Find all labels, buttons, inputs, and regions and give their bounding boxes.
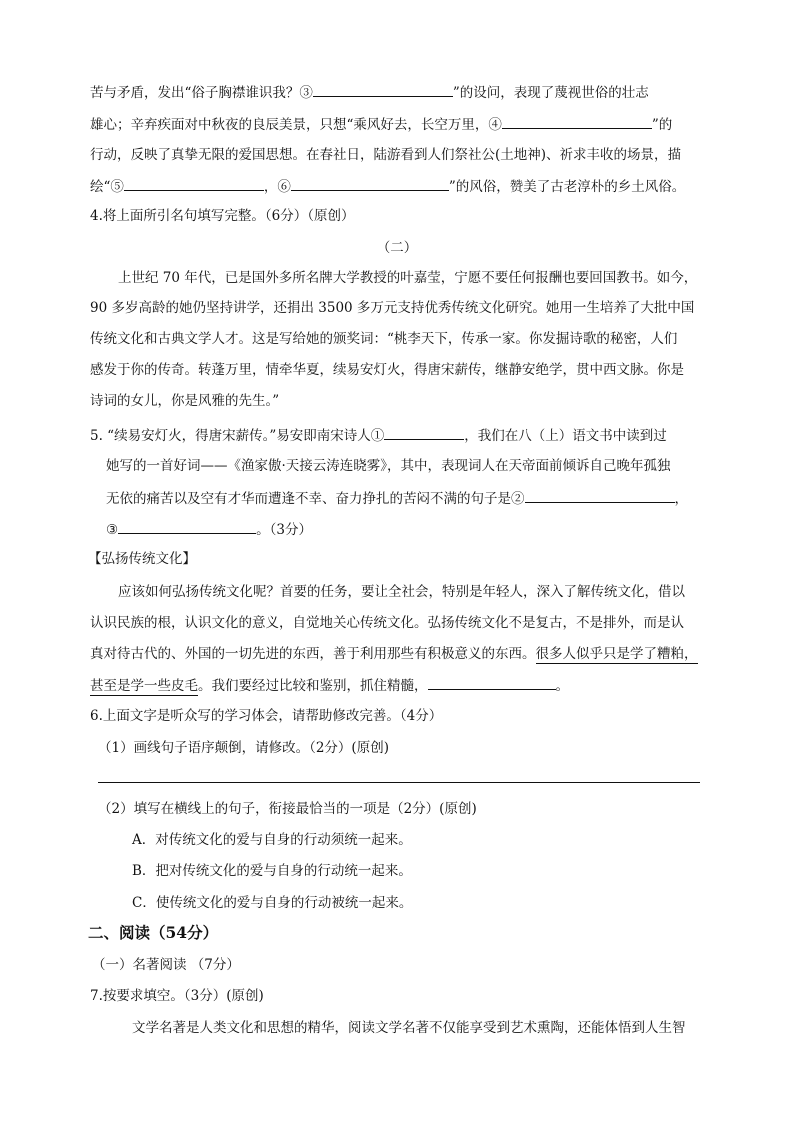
text: 雄心；辛弃疾面对中秋夜的良辰美景，只想“乘风好去，长空万里，④ [90,117,502,133]
text-line [106,488,688,508]
answer-blank[interactable] [118,519,256,534]
answer-line[interactable] [98,782,700,783]
text-line: 感发于你的传奇。转蓬万里，情牵华夏，续易安灯火，得唐宋薪传，继静安绝学，贯中西文脉。你是 [90,362,684,378]
text: ，⑥ [263,179,291,195]
text-line: 传统文化和古典文学人才。这是写给她的颁奖词：“桃李天下，传承一家。你发掘诗歌的秘密，人们 [90,331,678,347]
text-line [90,114,672,134]
answer-blank[interactable] [502,114,652,129]
text-line: 文学名著是人类文化和思想的精华，阅读文学名著不仅能享受到艺术熏陶，还能体悟到人生智 [132,1020,686,1036]
part-title: 二、阅读（54分） [88,923,219,942]
question-6-1: （1）画线句子语序颠倒，请修改。（2分）(原创) [98,740,389,756]
section-title: （二） [376,240,418,256]
text-line: 上世纪 70 年代，已是国外多所名牌大学教授的叶嘉莹，宁愿不要任何报酬也要回国教书。如今， [118,270,698,286]
answer-blank[interactable] [124,176,264,191]
text: ③ [106,522,119,538]
option-a: A．对传统文化的爱与自身的行动须统一起来。 [132,832,412,848]
underlined-sentence: 很多人似乎只是学了糟粕， [535,646,698,662]
text: 真对待古代的、外国的一切先进的东西，善于利用那些有积极意义的东西。 [90,646,536,662]
answer-blank[interactable] [384,425,464,440]
text-line: 认识民族的根，认识文化的意义，自觉地关心传统文化。弘扬传统文化不是复古，不是排外，而是认 [90,615,684,631]
text: ”的 [651,117,673,133]
option-c: C．使传统文化的爱与自身的行动被统一起来。 [132,895,413,911]
text-line [90,675,569,695]
text-line [90,644,698,664]
text: ， [674,491,688,507]
text: 。 [555,678,569,694]
text: 绘“⑤ [90,179,124,195]
question-6-2: （2）填写在横线上的句子，衔接最恰当的一项是（2分）(原创) [98,801,477,817]
text-line: 行动，反映了真挚无限的爱国思想。在春社日，陆游看到人们祭社公(土地神)、祈求丰收的场景，描 [90,147,682,163]
subsection-title: （一）名著阅读 （7分） [92,957,240,973]
text: 5. “续易安灯火，得唐宋薪传。”易安即南宋诗人① [90,428,385,444]
answer-blank[interactable] [313,82,453,97]
text: 。（3分） [256,522,312,538]
text: 无依的痛苦以及空有才华而遭逢不幸、奋力挣扎的苦闷不满的句子是② [106,491,525,507]
text: ”的风俗，赞美了古老淳朴的乡土风俗。 [448,179,686,195]
text-line [106,519,312,539]
answer-blank[interactable] [525,488,675,503]
text: ”的设问，表现了蔑视世俗的壮志 [452,85,649,101]
question-6: 6.上面文字是听众写的学习体会，请帮助修改完善。（4分） [90,708,443,724]
text-line: 她写的一首好词——《渔家傲·天接云涛连晓雾》，其中，表现词人在天帝面前倾诉自己晚年孤独 [106,458,671,474]
question-7: 7.按要求填空。（3分）(原创) [90,988,264,1004]
question-5 [90,425,667,445]
question-4: 4.将上面所引名句填写完整。（6分）（原创） [90,208,355,224]
text-line: 诗词的女儿，你是风雅的先生。” [90,393,280,409]
option-b: B．把对传统文化的爱与自身的行动统一起来。 [132,863,412,879]
text: ，我们在八（上）语文书中读到过 [464,428,667,444]
text: 。我们要经过比较和鉴别，抓住精髓， [198,678,428,694]
text-line [90,82,649,102]
text-line [90,176,685,196]
section-title: 【弘扬传统文化】 [88,551,196,567]
underlined-sentence: 甚至是学一些皮毛 [90,678,198,694]
text-line: 90 多岁高龄的她仍坚持讲学，还捐出 3500 多万元支持优秀传统文化研究。她用一生培养了大批中国 [90,300,695,316]
text-line: 应该如何弘扬传统文化呢？首要的任务，要让全社会，特别是年轻人，深入了解传统文化，借以 [118,584,685,600]
answer-blank[interactable] [428,675,556,690]
text: 苦与矛盾，发出“俗子胸襟谁识我？③ [90,85,313,101]
answer-blank[interactable] [291,176,449,191]
